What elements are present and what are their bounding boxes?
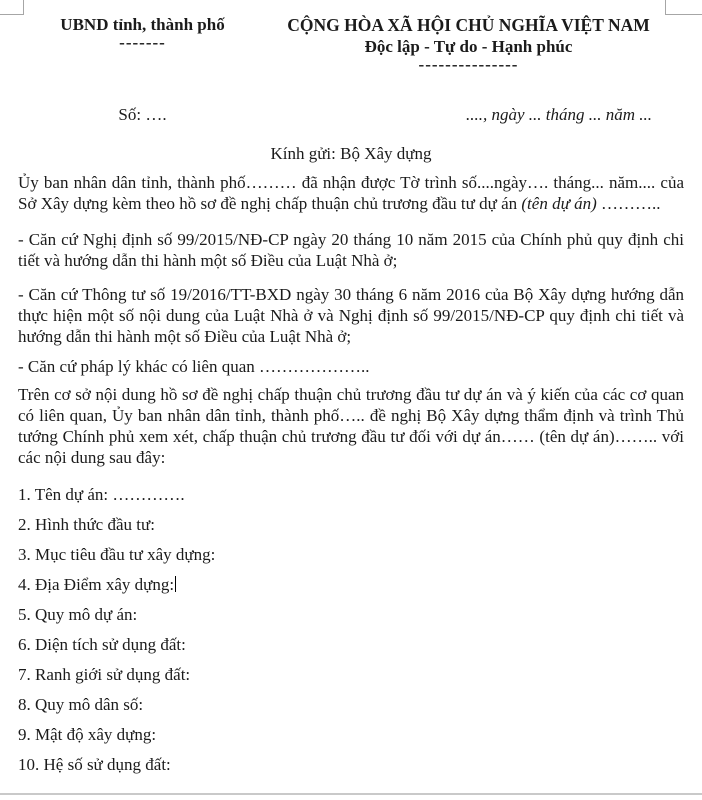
list-item-land-use-coefficient[interactable]: 10. Hệ số sử dụng đất: (18, 755, 171, 774)
page-corner-mark-top-right (665, 0, 702, 15)
document-meta-row (30, 104, 682, 125)
document-number[interactable]: Số: …. (118, 105, 167, 124)
list-item-investment-form[interactable]: 2. Hình thức đầu tư: (18, 515, 155, 534)
issuing-authority-name[interactable]: UBND tỉnh, thành phố (60, 15, 225, 34)
national-header-block[interactable] (255, 14, 682, 74)
national-title[interactable]: CỘNG HÒA XÃ HỘI CHỦ NGHĨA VIỆT NAM (287, 15, 650, 35)
issuing-authority-divider: ------- (119, 33, 166, 52)
paragraph-intro-text: Ủy ban nhân dân tỉnh, thành phố……… đã nhận được Tờ trình số....ngày…. tháng... năm.... của Sở Xây dựng kèm theo hồ sơ đề nghị chấp thuận chủ trương đầu tư dự án (18, 173, 684, 213)
issuing-authority-block[interactable] (30, 14, 255, 71)
list-item-investment-objective[interactable]: 3. Mục tiêu đầu tư xây dựng: (18, 545, 216, 564)
paragraph-intro-dots: ……….. (596, 194, 661, 213)
list-item-building-density[interactable]: 9. Mật độ xây dựng: (18, 725, 157, 744)
paragraph-request[interactable]: Trên cơ sở nội dung hồ sơ đề nghị chấp thuận chủ trương đầu tư dự án và ý kiến của các cơ quan có liên quan, Ủy ban nhân dân tỉnh, thành phố….. đề nghị Bộ Xây dựng thẩm định và trình Thủ tướng Chính phủ xem xét, chấp thuận chủ trương đầu tư đối với dự án…… (tên dự án)…….. với các nội dung sau đây: (18, 385, 684, 467)
national-motto[interactable]: Độc lập - Tự do - Hạnh phúc (364, 37, 573, 56)
paragraph-intro[interactable] (18, 172, 684, 214)
paragraph-legal-basis-2[interactable]: - Căn cứ Thông tư số 19/2016/TT-BXD ngày 30 tháng 6 năm 2016 của Bộ Xây dựng hướng dẫn thực hiện một số nội dung của Luật Nhà ở và Nghị định số 99/2015/NĐ-CP quy định chi tiết và hướng dẫn thi hành một số Điều của Luật Nhà ở; (18, 285, 684, 346)
list-item-construction-location[interactable] (18, 574, 684, 595)
list-item-land-boundary[interactable]: 7. Ranh giới sử dụng đất: (18, 665, 191, 684)
list-item-project-scale[interactable]: 5. Quy mô dự án: (18, 605, 138, 624)
numbered-item-list (18, 484, 684, 775)
list-item-project-name[interactable]: 1. Tên dự án: …………. (18, 485, 185, 504)
salutation-line[interactable]: Kính gửi: Bộ Xây dựng (270, 144, 432, 163)
national-motto-divider: --------------- (418, 55, 519, 74)
project-name-placeholder: (tên dự án) (521, 194, 597, 213)
list-item-text: 4. Địa Điểm xây dựng: (18, 575, 175, 594)
document-header (30, 14, 682, 74)
list-item-population-scale[interactable]: 8. Quy mô dân số: (18, 695, 144, 714)
page-bottom-edge (0, 793, 702, 795)
list-item-land-area[interactable]: 6. Diện tích sử dụng đất: (18, 635, 186, 654)
document-body (18, 172, 684, 468)
date-line[interactable]: ...., ngày ... tháng ... năm ... (465, 105, 652, 124)
paragraph-legal-basis-1[interactable]: - Căn cứ Nghị định số 99/2015/NĐ-CP ngày 20 tháng 10 năm 2015 của Chính phủ quy định chi tiết và hướng dẫn thi hành một số Điều của Luật Nhà ở; (18, 230, 684, 270)
text-cursor (175, 576, 176, 592)
page-corner-mark-top-left (0, 0, 24, 15)
paragraph-legal-basis-other[interactable]: - Căn cứ pháp lý khác có liên quan ……………….. (18, 357, 370, 376)
